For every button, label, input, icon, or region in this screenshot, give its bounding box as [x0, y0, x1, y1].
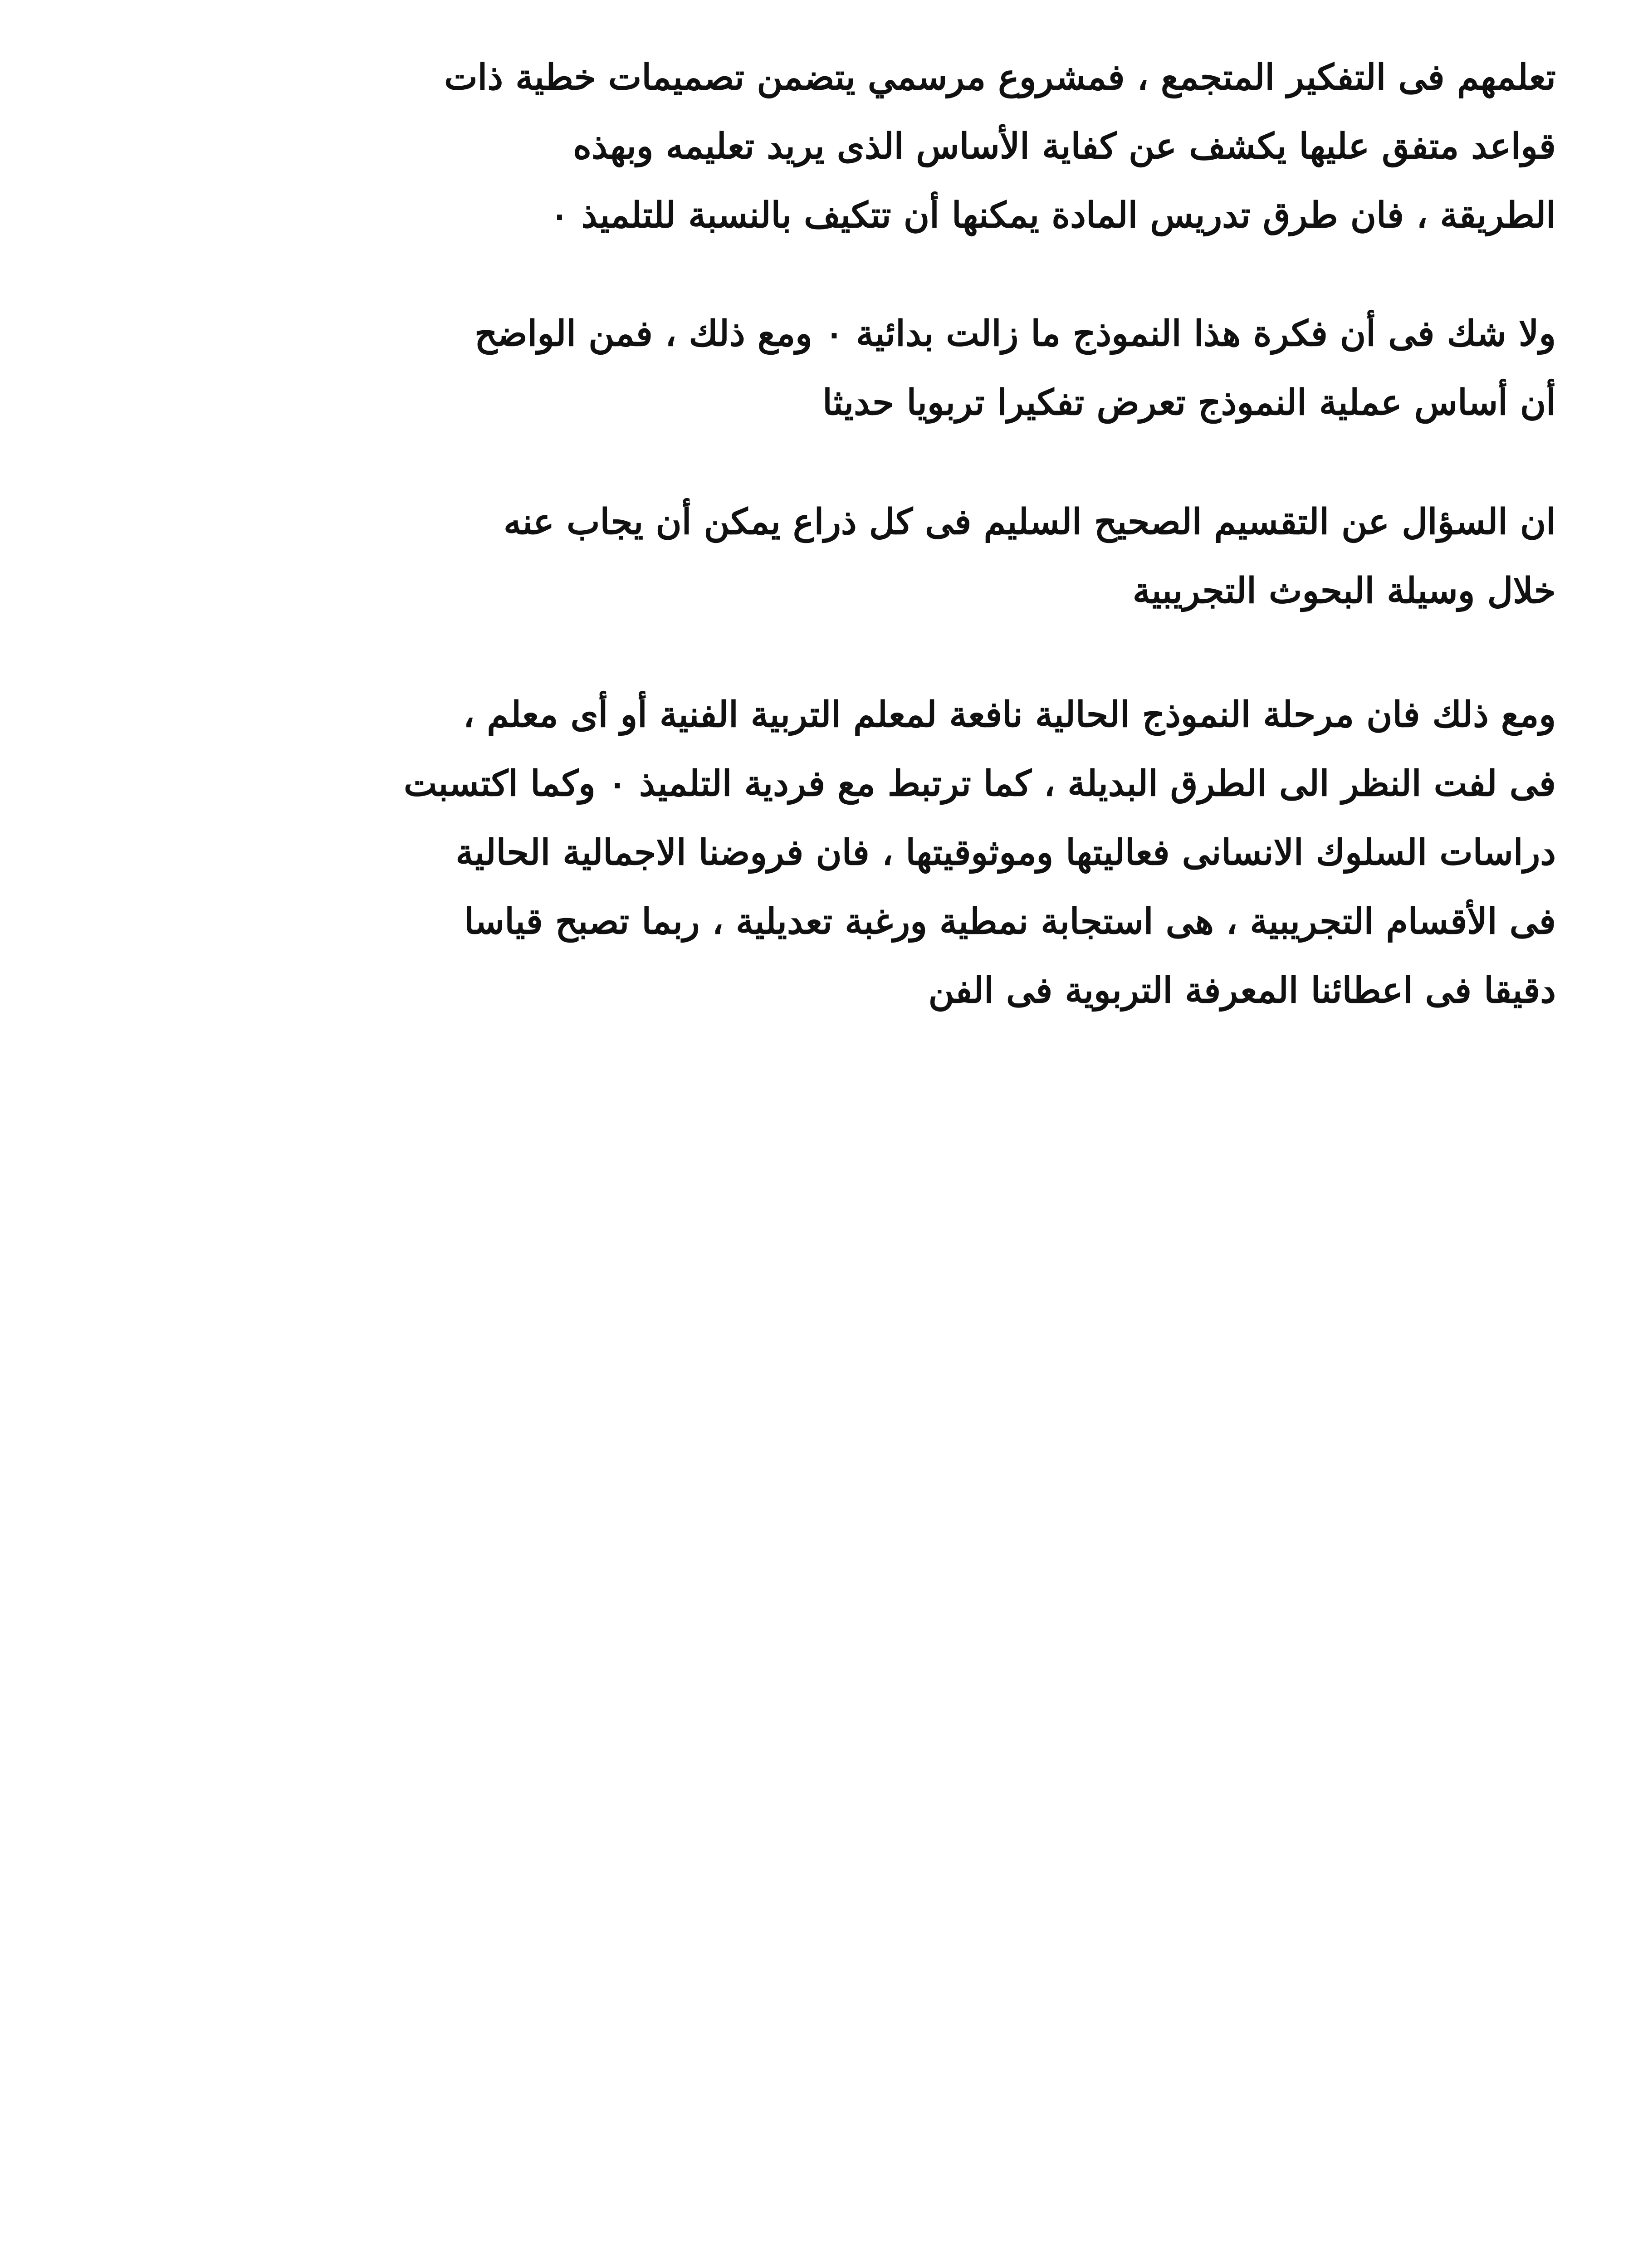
paragraph-1-line-1: تعلمهم فى التفكير المتجمع ، فمشروع مرسمي يتضمن تصميمات خطية ذات: [444, 57, 1556, 98]
paragraph-2-line-2: أن أساس عملية النموذج تعرض تفكيرا تربويا حديثا: [822, 382, 1556, 423]
paragraph-4: [104, 680, 1556, 1025]
paragraph-2-line-1: ولا شك فى أن فكرة هذا النموذج ما زالت بدائية ٠ ومع ذلك ، فمن الواضح: [474, 313, 1556, 354]
paragraph-1: [104, 43, 1556, 250]
paragraph-4-line-4: فى الأقسام التجريبية ، هى استجابة نمطية ورغبة تعديلية ، ربما تصبح قياسا: [464, 901, 1556, 942]
paragraph-3-line-1: ان السؤال عن التقسيم الصحيح السليم فى كل ذراع يمكن أن يجاب عنه: [504, 501, 1556, 543]
paragraph-3: [104, 488, 1556, 626]
paragraph-4-line-1: ومع ذلك فان مرحلة النموذج الحالية نافعة لمعلم التربية الفنية أو أى معلم ،: [463, 694, 1556, 735]
paragraph-4-line-5: دقيقا فى اعطائنا المعرفة التربوية فى الفن: [928, 970, 1556, 1011]
paragraph-4-line-3: دراسات السلوك الانسانى فعاليتها وموثوقيتها ، فان فروضنا الاجمالية الحالية: [455, 832, 1556, 873]
paragraph-1-line-3: الطريقة ، فان طرق تدريس المادة يمكنها أن تتكيف بالنسبة للتلميذ ٠: [550, 195, 1556, 236]
paragraph-1-line-2: قواعد متفق عليها يكشف عن كفاية الأساس الذى يريد تعليمه وبهذه: [573, 126, 1556, 167]
paragraph-3-line-2: خلال وسيلة البحوث التجريبية: [1132, 570, 1556, 611]
paragraph-4-line-2: فى لفت النظر الى الطرق البديلة ، كما ترتبط مع فردية التلميذ ٠ وكما اكتسبت: [403, 763, 1556, 804]
paragraph-2: [104, 299, 1556, 437]
